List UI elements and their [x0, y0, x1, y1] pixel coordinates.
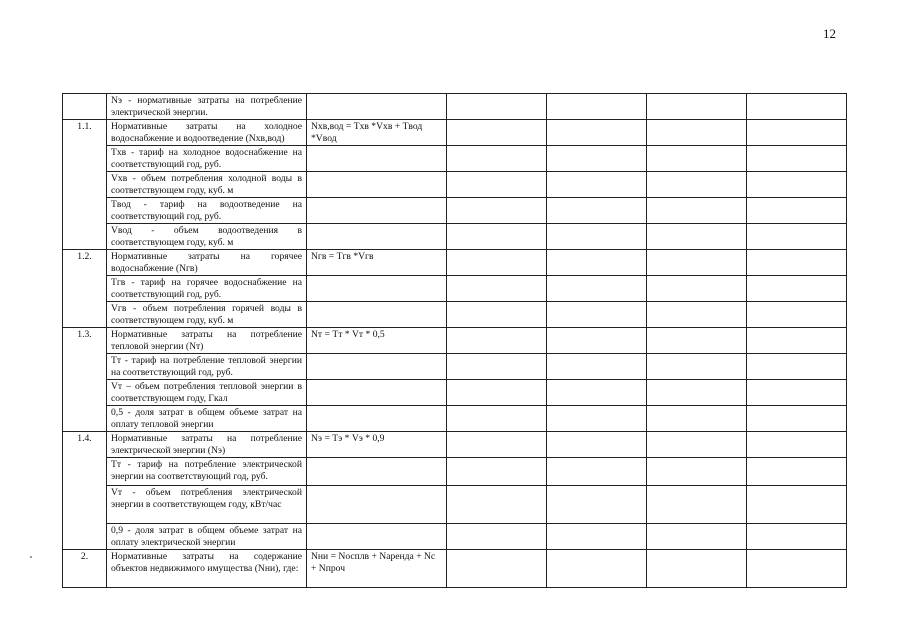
empty-cell	[547, 486, 647, 524]
stray-dot	[30, 556, 32, 558]
empty-cell	[747, 406, 847, 432]
description-cell: Tхв - тариф на холодное водоснабжение на соответствующий год, руб.	[107, 146, 307, 172]
table-row	[63, 302, 847, 328]
empty-cell	[747, 550, 847, 588]
empty-cell	[547, 172, 647, 198]
description-cell: Vхв - объем потребления холодной воды в соответствующем году, куб. м	[107, 172, 307, 198]
empty-cell	[447, 172, 547, 198]
empty-cell	[447, 120, 547, 146]
row-number-cell: 1.1.	[63, 120, 107, 250]
empty-cell	[647, 550, 747, 588]
empty-cell	[447, 224, 547, 250]
table-row	[63, 276, 847, 302]
table-row	[63, 524, 847, 550]
empty-cell	[747, 380, 847, 406]
empty-cell	[547, 458, 647, 486]
empty-cell	[747, 354, 847, 380]
empty-cell	[447, 406, 547, 432]
empty-cell	[547, 380, 647, 406]
empty-cell	[747, 458, 847, 486]
cost-table	[62, 93, 847, 588]
empty-cell	[647, 302, 747, 328]
formula-cell: Nт = Tт * Vт * 0,5	[307, 328, 447, 354]
row-number-cell: 2.	[63, 550, 107, 588]
description-cell: Tгв - тариф на горячее водоснабжение на соответствующий год, руб.	[107, 276, 307, 302]
empty-cell	[747, 250, 847, 276]
description-cell: Vгв - объем потребления горячей воды в соответствующем году, куб. м	[107, 302, 307, 328]
empty-cell	[647, 198, 747, 224]
row-number-cell: 1.4.	[63, 432, 107, 550]
table-row	[63, 550, 847, 588]
empty-cell	[547, 276, 647, 302]
formula-cell	[307, 198, 447, 224]
empty-cell	[647, 486, 747, 524]
empty-cell	[647, 458, 747, 486]
description-cell: Нормативные затраты на потребление электрической энергии (Nэ)	[107, 432, 307, 458]
table-row	[63, 120, 847, 146]
empty-cell	[747, 198, 847, 224]
table-row	[63, 94, 847, 120]
formula-cell: Nгв = Tгв *Vгв	[307, 250, 447, 276]
formula-cell	[307, 172, 447, 198]
formula-cell	[307, 380, 447, 406]
empty-cell	[447, 276, 547, 302]
description-cell: Vт - объем потребления электрической энергии в соответствующем году, кВт/час	[107, 486, 307, 524]
empty-cell	[647, 524, 747, 550]
table-row	[63, 146, 847, 172]
formula-cell	[307, 276, 447, 302]
empty-cell	[747, 146, 847, 172]
table-row	[63, 250, 847, 276]
empty-cell	[747, 486, 847, 524]
formula-cell	[307, 224, 447, 250]
empty-cell	[447, 250, 547, 276]
empty-cell	[447, 380, 547, 406]
empty-cell	[547, 224, 647, 250]
formula-cell: Nхв,вод = Tхв *Vхв + Tвод *Vвод	[307, 120, 447, 146]
description-cell: Нормативные затраты на горячее водоснабжение (Nгв)	[107, 250, 307, 276]
empty-cell	[547, 524, 647, 550]
empty-cell	[547, 354, 647, 380]
empty-cell	[447, 328, 547, 354]
table-row	[63, 198, 847, 224]
table-row	[63, 458, 847, 486]
empty-cell	[547, 94, 647, 120]
description-cell: Нормативные затраты на содержание объектов недвижимого имущества (Nни), где:	[107, 550, 307, 588]
description-cell: 0,5 - доля затрат в общем объеме затрат на оплату тепловой энергии	[107, 406, 307, 432]
description-cell: Нормативные затраты на потребление тепловой энергии (Nт)	[107, 328, 307, 354]
formula-cell	[307, 458, 447, 486]
empty-cell	[447, 432, 547, 458]
empty-cell	[547, 250, 647, 276]
empty-cell	[747, 524, 847, 550]
table-row	[63, 354, 847, 380]
description-cell: Nэ - нормативные затраты на потребление электрической энергии.	[107, 94, 307, 120]
empty-cell	[447, 458, 547, 486]
empty-cell	[747, 276, 847, 302]
empty-cell	[447, 302, 547, 328]
empty-cell	[747, 224, 847, 250]
table-row	[63, 224, 847, 250]
table-row	[63, 380, 847, 406]
description-cell: Tт - тариф на потребление электрической энергии на соответствующий год, руб.	[107, 458, 307, 486]
formula-cell: Nэ = Tэ * Vэ * 0,9	[307, 432, 447, 458]
table-row	[63, 172, 847, 198]
description-cell: Vт – объем потребления тепловой энергии в соответствующем году, Гкал	[107, 380, 307, 406]
empty-cell	[547, 120, 647, 146]
row-number-cell: 1.3.	[63, 328, 107, 432]
empty-cell	[647, 328, 747, 354]
table-row	[63, 486, 847, 524]
table-row	[63, 328, 847, 354]
empty-cell	[747, 94, 847, 120]
empty-cell	[747, 302, 847, 328]
empty-cell	[647, 120, 747, 146]
empty-cell	[647, 354, 747, 380]
empty-cell	[547, 328, 647, 354]
empty-cell	[647, 146, 747, 172]
formula-cell	[307, 524, 447, 550]
description-cell: Tт - тариф на потребление тепловой энергии на соответствующий год, руб.	[107, 354, 307, 380]
empty-cell	[747, 432, 847, 458]
empty-cell	[647, 94, 747, 120]
description-cell: Нормативные затраты на холодное водоснабжение и водоотведение (Nхв,вод)	[107, 120, 307, 146]
empty-cell	[647, 380, 747, 406]
empty-cell	[747, 120, 847, 146]
empty-cell	[747, 328, 847, 354]
formula-cell	[307, 146, 447, 172]
description-cell: 0,9 - доля затрат в общем объеме затрат на оплату электрической энергии	[107, 524, 307, 550]
empty-cell	[747, 172, 847, 198]
formula-cell	[307, 302, 447, 328]
empty-cell	[647, 432, 747, 458]
empty-cell	[647, 172, 747, 198]
formula-cell	[307, 94, 447, 120]
formula-cell	[307, 354, 447, 380]
empty-cell	[447, 486, 547, 524]
empty-cell	[647, 276, 747, 302]
empty-cell	[447, 198, 547, 224]
empty-cell	[547, 550, 647, 588]
empty-cell	[447, 94, 547, 120]
formula-cell	[307, 406, 447, 432]
table-row	[63, 406, 847, 432]
empty-cell	[647, 250, 747, 276]
empty-cell	[447, 524, 547, 550]
empty-cell	[447, 550, 547, 588]
empty-cell	[547, 302, 647, 328]
empty-cell	[447, 146, 547, 172]
page-number: 12	[823, 26, 836, 41]
description-cell: Tвод - тариф на водоотведение на соответствующий год, руб.	[107, 198, 307, 224]
table-row	[63, 432, 847, 458]
empty-cell	[647, 224, 747, 250]
row-number-cell	[63, 94, 107, 120]
empty-cell	[647, 406, 747, 432]
formula-cell	[307, 486, 447, 524]
empty-cell	[447, 354, 547, 380]
empty-cell	[547, 432, 647, 458]
row-number-cell: 1.2.	[63, 250, 107, 328]
description-cell: Vвод - объем водоотведения в соответствующем году, куб. м	[107, 224, 307, 250]
empty-cell	[547, 146, 647, 172]
formula-cell: Nни = Nосплв + Nаренда + Nс + Nпроч	[307, 550, 447, 588]
empty-cell	[547, 406, 647, 432]
empty-cell	[547, 198, 647, 224]
